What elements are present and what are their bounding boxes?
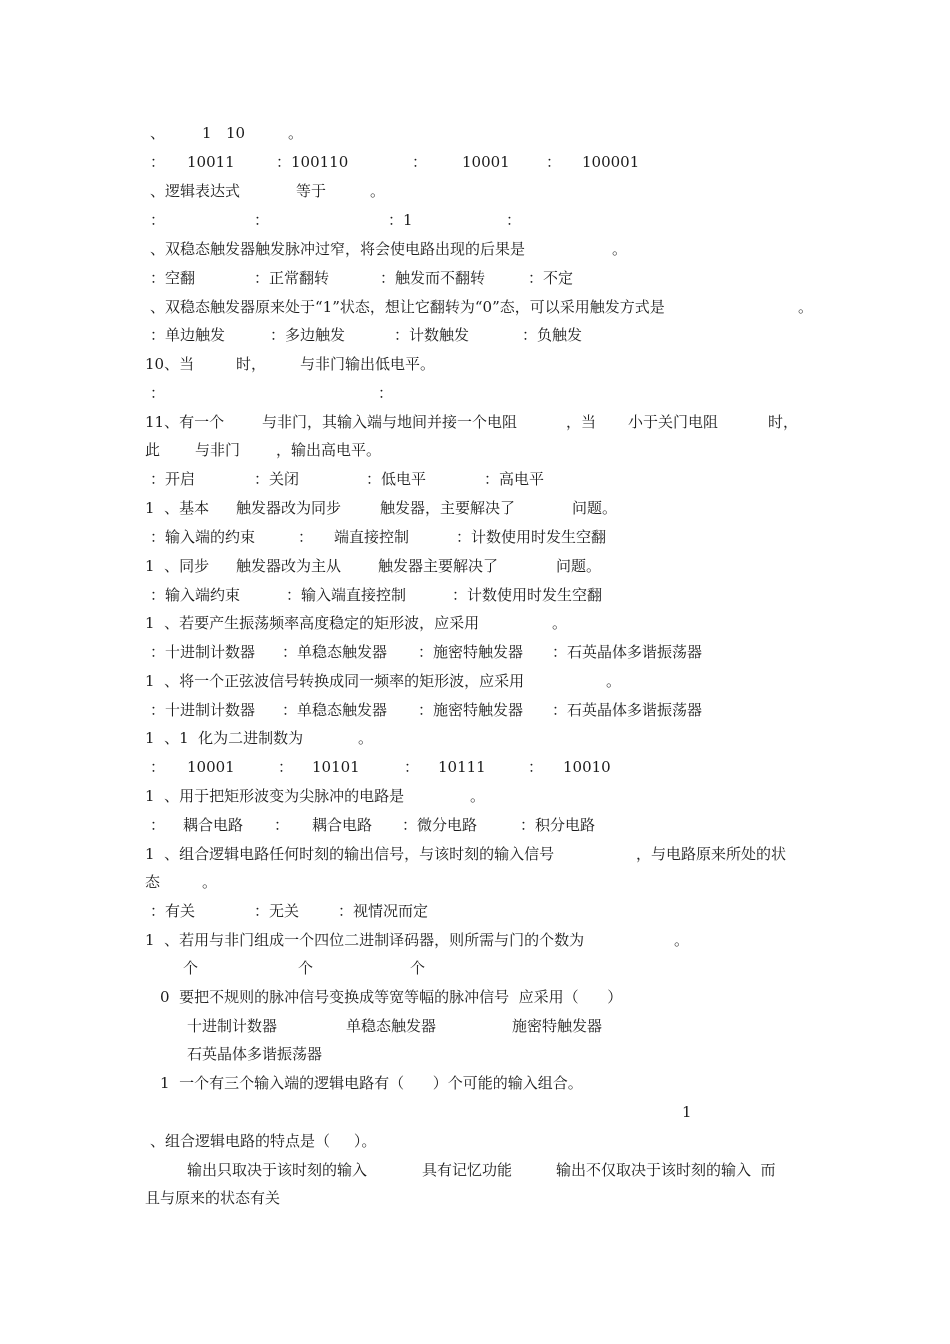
question-text: 1 、组合逻辑电路任何时刻的输出信号，与该时刻的输入信号 [145, 845, 555, 863]
option-text: ： [528, 758, 544, 776]
question-text: 。 [288, 124, 304, 142]
question-text: 触发器，主要解决了 [380, 499, 516, 517]
option-text: ： [274, 816, 290, 834]
option-text: ：触发而不翻转 [380, 269, 486, 287]
question-text: 10 [226, 124, 246, 142]
question-text: 与非门，其输入端与地间并接一个电阻 [262, 413, 518, 431]
question-text: 时， [768, 413, 799, 431]
option-text: ：高电平 [484, 470, 545, 488]
question-text: 时， [236, 355, 267, 373]
option-text: ：石英晶体多谐振荡器 [552, 643, 703, 661]
option-text: ：计数触发 [394, 326, 470, 344]
question-text: 等于 [296, 182, 327, 200]
option-text: 具有记忆功能 [422, 1161, 513, 1179]
option-text: 且与原来的状态有关 [145, 1189, 281, 1207]
question-text: 。 [202, 873, 218, 891]
question-text: 。 [674, 931, 690, 949]
question-text: 触发器主要解决了 [378, 557, 499, 575]
option-text: 耦合电路 [312, 816, 373, 834]
option-text: 个 [410, 959, 426, 977]
question-text: 。 [606, 672, 622, 690]
option-text: 十进制计数器 [187, 1017, 278, 1035]
option-text: ：积分电路 [520, 816, 596, 834]
option-text: 10010 [563, 758, 611, 776]
option-text: ：视情况而定 [338, 902, 429, 920]
question-text: 、双稳态触发器触发脉冲过窄，将会使电路出现的后果是 [150, 240, 526, 258]
question-text: 触发器改为同步 [236, 499, 342, 517]
question-text: 1 、基本 [145, 499, 210, 517]
option-text: ：十进制计数器 [150, 643, 256, 661]
question-text: 小于关门电阻 [628, 413, 719, 431]
question-text: 1 、用于把矩形波变为尖脉冲的电路是 [145, 787, 405, 805]
option-text: ： [404, 758, 420, 776]
option-text: 个 [298, 959, 314, 977]
option-text: ： [412, 153, 428, 171]
option-text: ：正常翻转 [254, 269, 330, 287]
option-text: ：不定 [528, 269, 574, 287]
option-text: ：关闭 [254, 470, 300, 488]
question-text: ，输出高电平。 [276, 441, 382, 459]
option-text: ：多边触发 [270, 326, 346, 344]
question-text: 问题。 [572, 499, 618, 517]
option-text: 10001 [462, 153, 510, 171]
option-text: ：施密特触发器 [418, 701, 524, 719]
question-text: 。 [470, 787, 486, 805]
question-text: 与非门 [195, 441, 241, 459]
question-text: 态 [145, 873, 161, 891]
question-text: 1 一个有三个输入端的逻辑电路有（ ）个可能的输入组合。 [160, 1074, 583, 1092]
option-text: ：石英晶体多谐振荡器 [552, 701, 703, 719]
question-text: 1 、1 化为二进制数为 [145, 729, 304, 747]
option-text: 端直接控制 [334, 528, 410, 546]
option-text: 10111 [438, 758, 486, 776]
question-text: 11、有一个 [145, 413, 225, 431]
option-text: ：开启 [150, 470, 196, 488]
option-text: 输出不仅取决于该时刻的输入 而 [556, 1161, 776, 1179]
question-text: 10、当 [145, 355, 195, 373]
option-text: ： [298, 528, 314, 546]
option-text: ： [150, 758, 166, 776]
option-text: ： [150, 384, 166, 402]
option-text: 10011 [187, 153, 235, 171]
question-text: 与非门输出低电平。 [300, 355, 436, 373]
option-text: ：1 [388, 211, 413, 229]
option-text: 施密特触发器 [512, 1017, 603, 1035]
question-text: 此 [145, 441, 161, 459]
option-text: 单稳态触发器 [346, 1017, 437, 1035]
question-text: 1 、同步 [145, 557, 210, 575]
option-text: ：有关 [150, 902, 196, 920]
option-text: ：单边触发 [150, 326, 226, 344]
option-text: ：计数使用时发生空翻 [456, 528, 607, 546]
question-text: 1 、将一个正弦波信号转换成同一频率的矩形波，应采用 [145, 672, 525, 690]
option-text: ：空翻 [150, 269, 196, 287]
option-text: ：输入端直接控制 [286, 586, 407, 604]
option-text: ：负触发 [522, 326, 583, 344]
question-text: 、双稳态触发器原来处于“1”状态，想让它翻转为“0”态，可以采用触发方式是 [150, 298, 665, 316]
question-text: 1 [202, 124, 212, 142]
question-text: 1 、若用与非门组成一个四位二进制译码器，则所需与门的个数为 [145, 931, 585, 949]
question-text: 0 要把不规则的脉冲信号变换成等宽等幅的脉冲信号 应采用（ ） [160, 988, 623, 1006]
option-text: ：十进制计数器 [150, 701, 256, 719]
option-text: ：单稳态触发器 [282, 643, 388, 661]
question-text: 。 [612, 240, 628, 258]
question-text: 、逻辑表达式 [150, 182, 241, 200]
option-text: ：施密特触发器 [418, 643, 524, 661]
option-text: ：单稳态触发器 [282, 701, 388, 719]
option-text: 耦合电路 [183, 816, 244, 834]
option-text: 1 [682, 1103, 692, 1121]
option-text: ：微分电路 [402, 816, 478, 834]
option-text: ：输入端的约束 [150, 528, 256, 546]
option-text: ： [546, 153, 562, 171]
option-text: 100001 [582, 153, 640, 171]
question-text: 触发器改为主从 [236, 557, 342, 575]
option-text: 10001 [187, 758, 235, 776]
option-text: 输出只取决于该时刻的输入 [187, 1161, 368, 1179]
option-text: ： [150, 153, 166, 171]
option-text: ：计数使用时发生空翻 [452, 586, 603, 604]
option-text: ： [254, 211, 270, 229]
option-text: ： [150, 211, 166, 229]
option-text: ：输入端约束 [150, 586, 241, 604]
option-text: ：100110 [276, 153, 349, 171]
question-text: 。 [358, 729, 374, 747]
option-text: 10101 [312, 758, 360, 776]
question-text: 。 [552, 614, 568, 632]
question-text: ，当 [566, 413, 597, 431]
option-text: ： [506, 211, 522, 229]
question-text: ，与电路原来所处的状 [636, 845, 787, 863]
question-text: 、组合逻辑电路的特点是（ ）。 [150, 1132, 377, 1150]
question-text: 1 、若要产生振荡频率高度稳定的矩形波，应采用 [145, 614, 480, 632]
option-text: ： [378, 384, 394, 402]
option-text: 石英晶体多谐振荡器 [187, 1045, 323, 1063]
option-text: ： [150, 816, 166, 834]
question-text: 。 [798, 298, 814, 316]
option-text: ： [278, 758, 294, 776]
option-text: ：低电平 [366, 470, 427, 488]
option-text: 个 [183, 959, 199, 977]
question-text: 。 [370, 182, 386, 200]
question-text: 、 [150, 124, 166, 142]
question-text: 问题。 [556, 557, 602, 575]
option-text: ：无关 [254, 902, 300, 920]
